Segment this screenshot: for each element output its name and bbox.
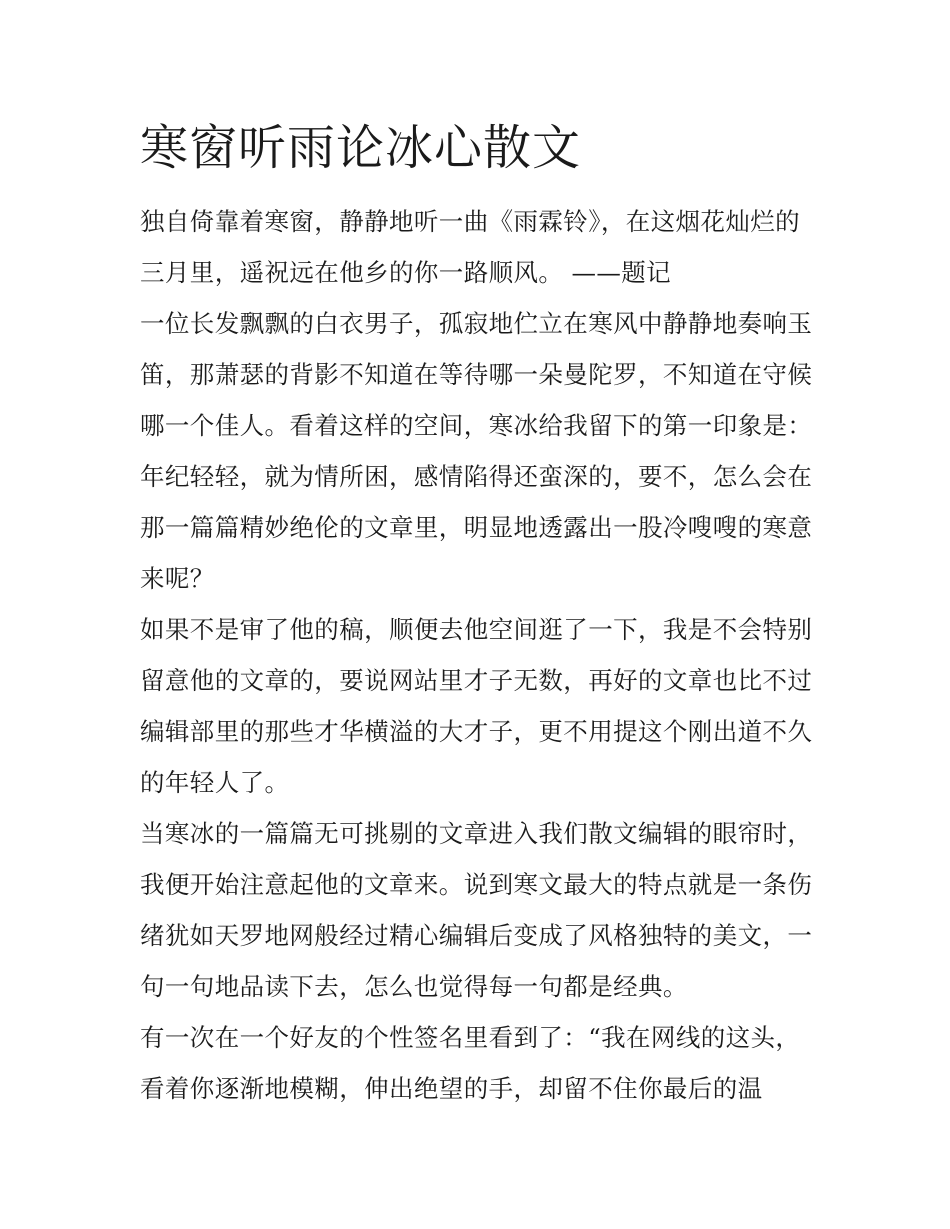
paragraph [140,808,814,1012]
text-line: 看着你逐渐地模糊，伸出绝望的手，却留不住你最后的温 [140,1074,763,1103]
text-line: 我便开始注意起他的文章来。说到寒文最大的特点就是一条伤 [140,870,813,899]
text-line: 来呢？ [140,564,215,593]
text-line: 有一次在一个好友的个性签名里看到了：“我在网线的这头， [140,1023,801,1052]
text-line: 的年轻人了。 [140,768,290,797]
text-line: 三月里，遥祝远在他乡的你一路顺风。 ——题记 [140,258,672,287]
paragraph [140,604,814,808]
text-line: 如果不是审了他的稿，顺便去他空间逛了一下，我是不会特别 [140,615,813,644]
document-page [140,114,814,1114]
document-body [140,196,814,1114]
text-line: 当寒冰的一篇篇无可挑剔的文章进入我们散文编辑的眼帘时， [140,819,813,848]
text-line: 哪一个佳人。看着这样的空间，寒冰给我留下的第一印象是： [140,411,813,440]
document-title: 寒窗听雨论冰心散文 [140,120,582,176]
paragraph-epigraph [140,196,814,298]
paragraph [140,1012,814,1114]
text-line: 句一句地品读下去，怎么也觉得每一句都是经典。 [140,972,688,1001]
text-line: 独自倚靠着寒窗，静静地听一曲《雨霖铃》，在这烟花灿烂的 [140,207,801,236]
text-line: 一位长发飘飘的白衣男子，孤寂地伫立在寒风中静静地奏响玉 [140,309,813,338]
text-line: 编辑部里的那些才华横溢的大才子，更不用提这个刚出道不久 [140,717,813,746]
text-line: 那一篇篇精妙绝伦的文章里，明显地透露出一股冷嗖嗖的寒意 [140,513,813,542]
text-line: 留意他的文章的，要说网站里才子无数，再好的文章也比不过 [140,666,813,695]
text-line: 笛，那萧瑟的背影不知道在等待哪一朵曼陀罗，不知道在守候 [140,360,813,389]
paragraph [140,298,814,604]
text-line: 绪犹如天罗地网般经过精心编辑后变成了风格独特的美文，一 [140,921,813,950]
text-line: 年纪轻轻，就为情所困，感情陷得还蛮深的，要不，怎么会在 [140,462,813,491]
